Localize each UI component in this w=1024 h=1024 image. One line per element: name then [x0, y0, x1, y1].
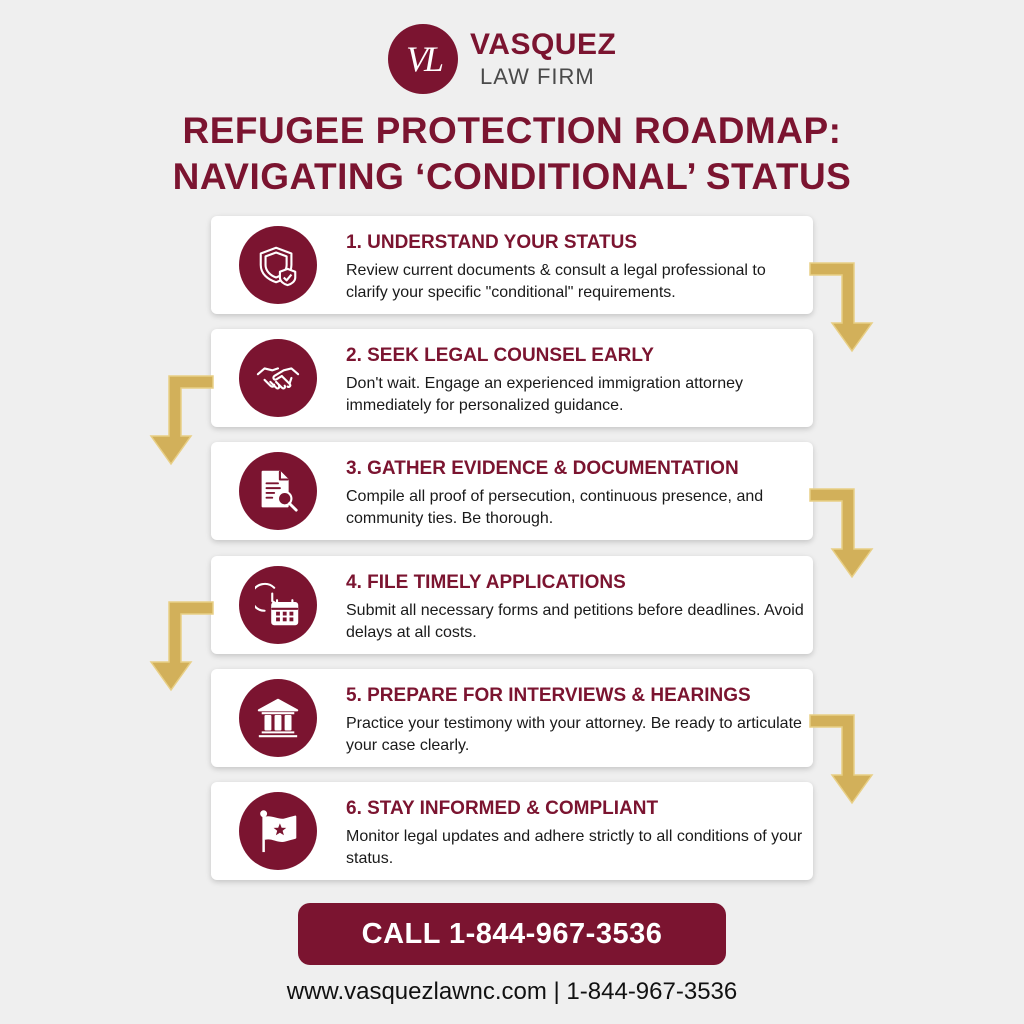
step-description: Compile all proof of persecution, continuous presence, and community ties. Be thorough. [346, 488, 764, 527]
step-card-1 [211, 216, 813, 314]
title-line-1: REFUGEE PROTECTION ROADMAP: [182, 110, 842, 151]
call-button[interactable]: CALL 1-844-967-3536 [298, 903, 726, 965]
logo-monogram: VL [388, 24, 458, 94]
step-title: 3. GATHER EVIDENCE & DOCUMENTATION [346, 458, 739, 479]
arrow-left-down-icon [141, 594, 215, 694]
footer-contact[interactable]: www.vasquezlawnc.com | 1-844-967-3536 [286, 978, 738, 1005]
courthouse-icon [239, 679, 317, 757]
shield-check-icon [239, 226, 317, 304]
step-description: Monitor legal updates and adhere strictly to all conditions of your status. [346, 828, 803, 867]
step-title: 1. UNDERSTAND YOUR STATUS [346, 232, 638, 253]
arrow-left-down-icon [141, 368, 215, 468]
logo-name: VASQUEZ [470, 28, 617, 61]
step-card-5 [211, 669, 813, 767]
step-card-6 [211, 782, 813, 880]
flag-icon [239, 792, 317, 870]
handshake-icon [239, 339, 317, 417]
step-title: 6. STAY INFORMED & COMPLIANT [346, 798, 659, 819]
step-description: Practice your testimony with your attorney. Be ready to articulate your case clearly. [346, 715, 802, 754]
arrow-right-down-icon [808, 707, 882, 807]
document-search-icon [239, 452, 317, 530]
page-title [0, 108, 1024, 200]
step-description: Review current documents & consult a legal professional to clarify your specific "conditional" requirements. [346, 262, 766, 301]
step-title: 4. FILE TIMELY APPLICATIONS [346, 572, 626, 593]
logo [388, 24, 638, 94]
step-title: 2. SEEK LEGAL COUNSEL EARLY [346, 345, 654, 366]
step-card-4 [211, 556, 813, 654]
arrow-right-down-icon [808, 481, 882, 581]
logo-subtitle: LAW FIRM [480, 64, 595, 89]
step-description: Don't wait. Engage an experienced immigration attorney immediately for personalized guidance. [346, 375, 744, 414]
step-card-3 [211, 442, 813, 540]
title-line-2: NAVIGATING ‘CONDITIONAL’ STATUS [172, 156, 852, 197]
step-description: Submit all necessary forms and petitions before deadlines. Avoid delays at all costs. [346, 602, 804, 641]
step-card-2 [211, 329, 813, 427]
step-title: 5. PREPARE FOR INTERVIEWS & HEARINGS [346, 685, 751, 706]
clock-calendar-icon [239, 566, 317, 644]
arrow-right-down-icon [808, 255, 882, 355]
